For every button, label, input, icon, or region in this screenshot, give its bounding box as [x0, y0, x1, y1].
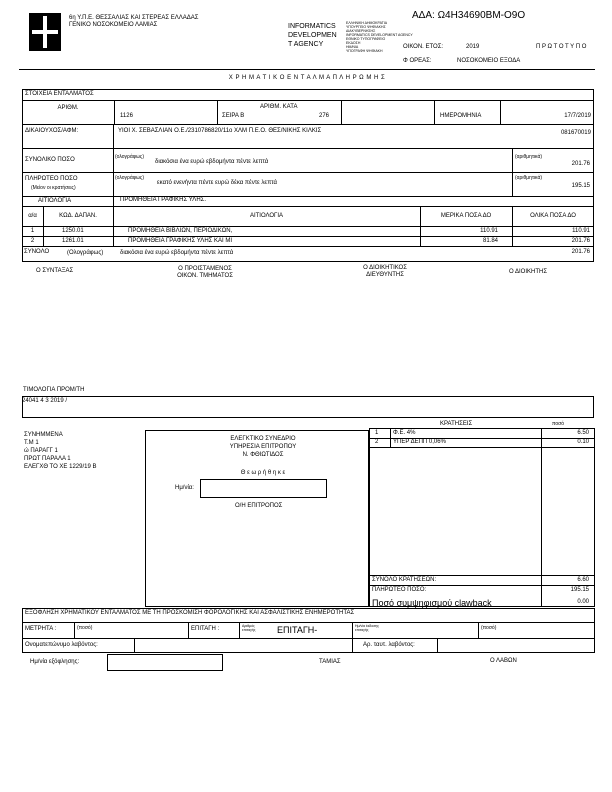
cash-label: ΜΕΤΡΗΤΑ : [25, 626, 57, 632]
clawback-label: Ποσό συμψηφισμού clawback [372, 598, 492, 608]
deductions-amount-header: ποσό [552, 421, 565, 427]
document-title: Χ Ρ Η Μ Α Τ Ι Κ Ο Ε Ν Τ Α Λ Μ Α Π Λ Η Ρ Ω Μ Η Σ [228, 75, 386, 81]
date-label: ΗΜΕΡΟΜΗΝΙΑ [440, 113, 482, 119]
sign-admin: Ο ΔΙΟΙΚΗΤΙΚΟΣ ΔΙΕΥΘΥΝΤΗΣ [363, 265, 407, 278]
audit-date-field[interactable] [200, 479, 327, 498]
invoices-label: ΤΙΜΟΛΟΓΙΑ ΠΡΟΜ/ΤΗ [23, 387, 85, 393]
clear-date-label: Ημ/νία εξόφλησης: [30, 659, 80, 665]
check-label: ΕΠΙΤΑΓΗ : [191, 626, 220, 632]
payable-final-label: ΠΛΗΡΩΤΕΟ ΠΟΣΟ: [372, 587, 427, 593]
deductions-total: 6.60 [577, 577, 589, 583]
in-figures-label-2: (αριθμητικά) [515, 175, 543, 181]
audit-date-label: Ημ/νία: [175, 485, 194, 491]
in-words-label: (ολογράφως) [115, 154, 145, 160]
sum-words: διακόσια ένα ευρώ εβδομήντα πέντε λεπτά [120, 250, 234, 256]
org-name: 6η Υ.Π.Ε. ΘΕΣΣΑΛΙΑΣ ΚΑΙ ΣΤΕΡΕΑΣ ΕΛΛΑΔΑΣ [69, 15, 199, 21]
total-label: ΣΥΝΟΛΙΚΟ ΠΟΣΟ [25, 157, 75, 163]
audit-office: ΕΛΕΓΚΤΙΚΟ ΣΥΝΕΔΡΙΟ ΥΠΗΡΕΣΙΑ ΕΠΙΤΡΟΠΟΥ Ν. ΦΘΙΩΤΙΔΟΣ [229, 436, 297, 458]
invoices-box [22, 396, 594, 418]
invoices-value: 24041 4 3 2019 / [22, 398, 68, 404]
payee-label: Ονοματεπώνυμο λαβόντος: [25, 642, 98, 648]
in-words-label-2: (ολογράφως) [115, 175, 145, 181]
order-number: 1126 [120, 113, 133, 119]
deductions-title: ΚΡΑΤΗΣΕΙΣ [440, 421, 473, 427]
original-label: Π Ρ Ω Τ Ο Τ Υ Π Ο [536, 44, 587, 50]
check-amount-field[interactable]: (ποσό) [481, 625, 497, 631]
sign-author: Ο ΣΥΝΤΑΞΑΣ [36, 268, 74, 274]
clear-date-field[interactable] [107, 654, 223, 671]
sign-governor: Ο ΔΙΟΙΚΗΤΗΣ [509, 269, 548, 275]
col-header-code: ΚΩΔ. ΔΑΠΑΝ. [59, 213, 97, 219]
number-label: ΑΡΙΘΜ. [57, 105, 79, 111]
hospital-name: ΓΕΝΙΚΟ ΝΟΣΟΚΟΜΕΙΟ ΛΑΜΙΑΣ [69, 22, 158, 28]
payable-label: ΠΛΗΡΩΤΕΟ ΠΟΣΟ [25, 176, 78, 182]
reason-label: ΑΙΤΙΟΛΟΓΙΑ [38, 198, 72, 204]
sign-head: Ο ΠΡΟΙΣΤΑΜΕΝΟΣ ΟΙΚΟΝ. ΤΜΗΜΑΤΟΣ [177, 266, 233, 279]
total-amount: 201.76 [571, 161, 590, 167]
col-header-partial: ΜΕΡΙΚΑ ΠΟΣΑ ΔΟ [440, 213, 492, 219]
payable-note: (Μείον οι κρατήσεις) [31, 185, 76, 191]
cash-amount-field[interactable]: (ποσό) [77, 625, 93, 631]
entity-label: Φ ΟΡΕΑΣ: [403, 58, 432, 64]
col-header-desc: ΑΙΤΙΟΛΟΓΙΑ [249, 213, 284, 219]
divider [19, 69, 595, 70]
reg-number-label: ΑΡΙΘΜ. ΚΑΤΑ [260, 104, 298, 110]
clearance-title: ΕΞΟΦΛΗΣΗ ΧΡΗΜΑΤΙΚΟΥ ΕΝΤΑΛΜΑΤΟΣ ΜΕ ΤΗ ΠΡΟΣΚΟΜΙΣΗ ΦΟΡΟΛΟΓΙΚΗΣ ΚΑΙ ΑΣΦΑΛΙΣΤΙΚΗΣ ΕΝΗΜΕΡΟΤΗΤΑΣ [25, 610, 355, 616]
afm: 081670019 [560, 130, 591, 136]
payable-final: 195.15 [570, 587, 589, 593]
deductions-total-label: ΣΥΝΟΛΟ ΚΡΑΤΗΣΕΩΝ: [372, 577, 437, 583]
check-number: ΕΠΙΤΑΓΗ- [277, 625, 318, 635]
attachments: ΣΥΝΗΜΜΕΝΑ Τ.Μ 1 ώ ΠΑΡΑΓΓ 1 ΠΡΩΤ ΠΑΡΑΛΑ 1 ΕΛΕΓΧΘ ΤΟ ΧΕ 1229/19 Β [24, 432, 97, 470]
total-words: διακόσια ένα ευρώ εβδομήντα πέντε λεπτά [155, 159, 269, 165]
entity: ΝΟΣΟΚΟΜΕΙΟ ΕΞΟΔΑ [457, 58, 521, 64]
fiscal-year-label: ΟΙΚΟΝ. ΕΤΟΣ: [403, 44, 444, 50]
sum-label: ΣΥΝΟΛΟ [24, 249, 50, 255]
in-figures-label: (αριθμητικά) [515, 154, 543, 160]
receiver-label: Ο ΛΑΒΩΝ [490, 658, 517, 664]
audit-approved: Θ ε ω ρ ή θ η κ ε [240, 470, 286, 476]
agency-small-text: ΕΛΛΗΝΙΚΗ ΔΗΜΟΚΡΑΤΙΑ ΥΠΟΥΡΓΕΙΟ ΨΗΦΙΑΚΗΣ ΔΙΑΚΥΒΕΡΝΗΣΗΣ INFORMATICS DEVELOPMENT AGENCY ΕΘΝΙΚΟ ΤΥΠΟΓΡΑΦΕΙΟ ΕΚΔΟΣΗ ΗΜ/ΝΙΑ ΥΠΟΓΡΑΦΗ ΨΗΦΙΑΚΗ [346, 21, 413, 53]
ada-code: ΑΔΑ: Ω4Η34690ΒΜ-Ο9Ο [412, 10, 526, 21]
fiscal-year: 2019 [466, 44, 480, 50]
order-date: 17/7/2019 [564, 113, 591, 119]
audit-signer: Ο/Η ΕΠΙΤΡΟΠΟΣ [235, 503, 283, 509]
payable-words: εκατό ενενήντα πέντε ευρώ δέκα πέντε λεπτά [157, 180, 277, 186]
clawback-amount: 0.00 [577, 599, 589, 605]
sum-amount: 201.76 [571, 249, 590, 255]
beneficiary-label: ΔΙΚΑΙΟΥΧΟΣ/ΑΦΜ: [25, 128, 79, 134]
reg-number: 276 [319, 113, 330, 119]
agency-name: INFORMATICS DEVELOPMEN T AGENCY [288, 23, 337, 48]
section-label: ΣΤΟΙΧΕΙΑ ΕΝΤΑΛΜΑΤΟΣ [25, 91, 94, 97]
greek-cross-logo [29, 13, 61, 51]
reason: ΠΡΟΜΗΘΕΙΑ ΓΡΑΦΙΚΗΣ ΥΛΗΣ. [120, 197, 207, 203]
beneficiary: ΥΙΟΙ Χ. ΣΕΒΑΣΛΙΑΝ Ο.Ε./2310786820/11ο ΧΛΜ Π.Ε.Ο. ΘΕΣ/ΝΙΚΗΣ ΚΙΛΚΙΣ [118, 128, 322, 134]
check-date-label: Ημ/νία έκδοσης επιταγής [355, 624, 379, 632]
id-label: Αρ. ταυτ. λαβόντος: [363, 642, 415, 648]
sum-words-label: (Ολογράφως) [67, 250, 104, 256]
col-header-total: ΟΛΙΚΑ ΠΟΣΑ ΔΟ [530, 213, 576, 219]
col-header-aa: α/α [28, 213, 37, 219]
check-number-label: Αριθμός επιταγής [242, 624, 256, 632]
cashier-label: ΤΑΜΙΑΣ [319, 659, 341, 665]
series: ΣΕΙΡΑ Β [222, 113, 245, 119]
payable-amount: 195.15 [571, 183, 590, 189]
